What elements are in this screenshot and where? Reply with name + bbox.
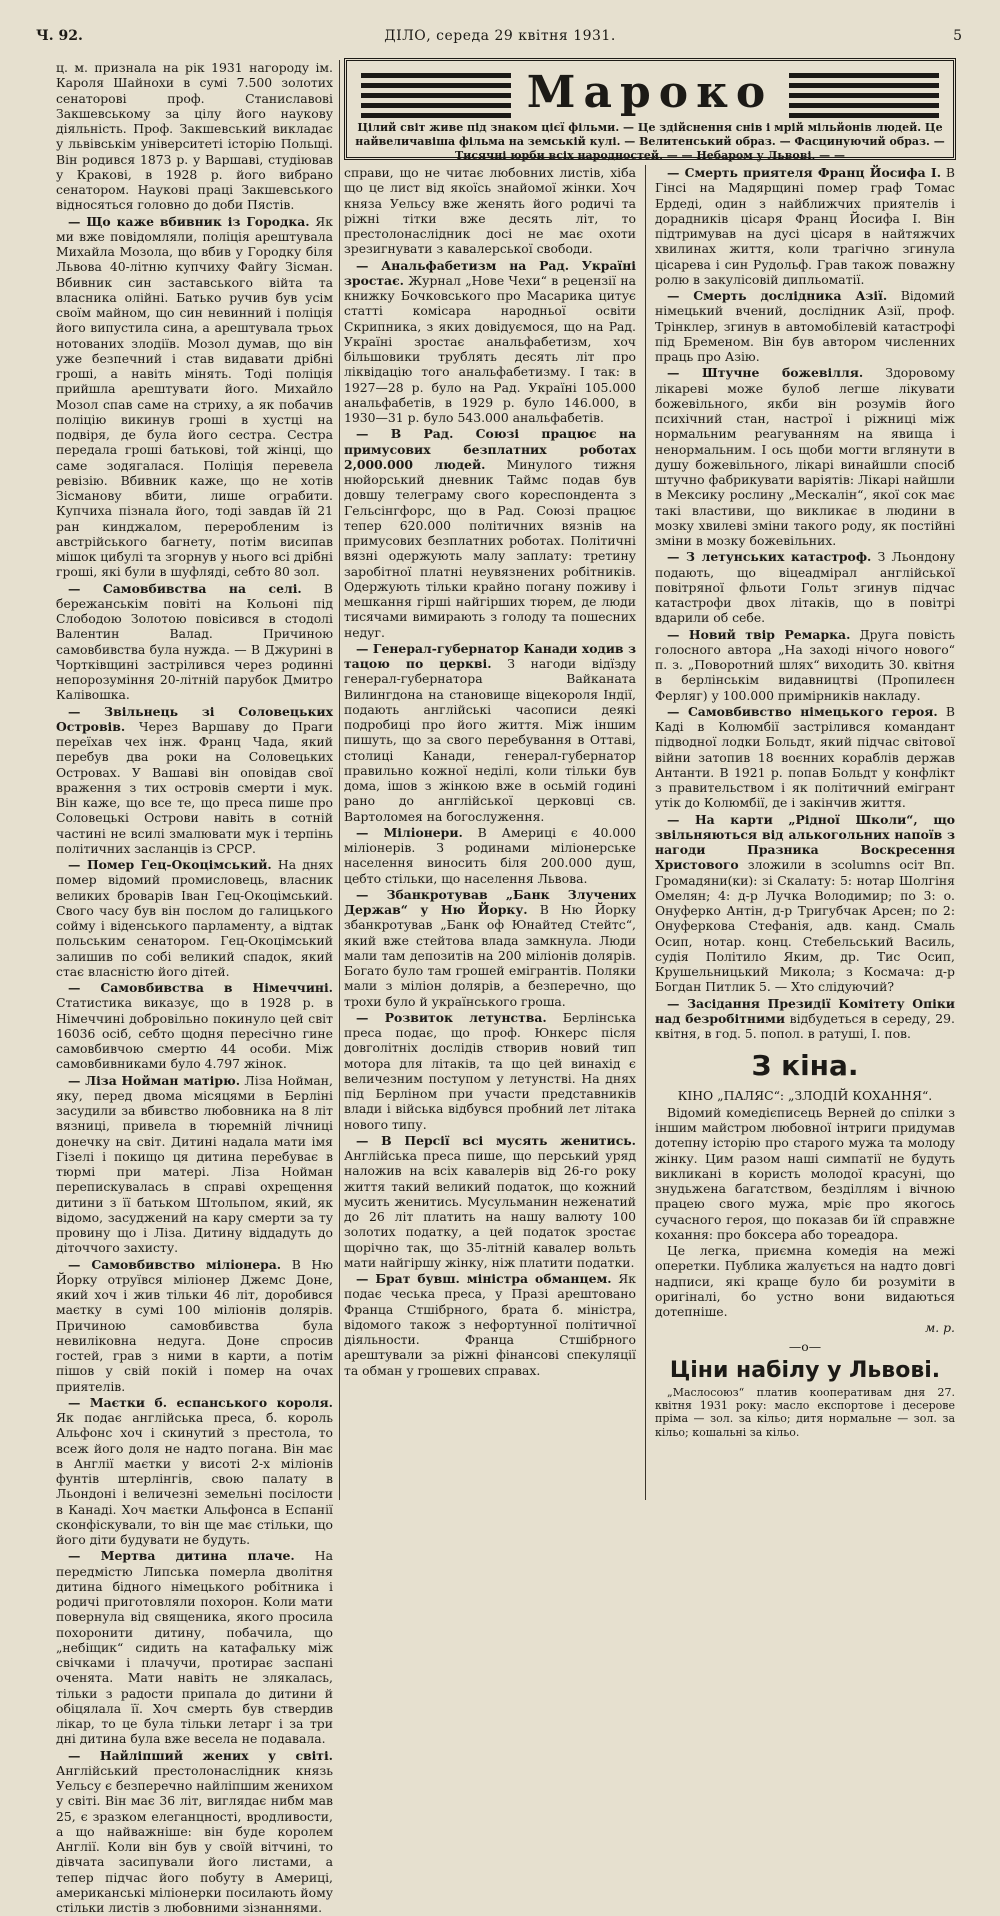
article bbox=[344, 887, 636, 1009]
article bbox=[655, 704, 955, 811]
article bbox=[56, 1257, 333, 1394]
article-heading: — Самовбивство німецького героя. bbox=[667, 703, 938, 719]
article-text: На передмістю Липська померла дволітня дитина бідного німецького робітника і родичі приготовляли похорон. Коли мати повернула від священика, якого просила похоронити дитину, побачила, що „небіщик“ сидить на катафальку між свічками і плачучи, протирає заспані оченята. Мати навіть не злякалась, тільки з радости припала до дитини й обіцялала її. Хоч смерть був ствердив лікар, то це була тільки летарг і за три дні дитина була вже весела не подавала. bbox=[56, 1548, 333, 1747]
article-heading: — Брат бувш. міністра обманцем. bbox=[356, 1271, 612, 1286]
article-text: Це легка, приємна комедія на межі оперетки. Публика жалується на надто довгі надписи, які краще було би розуміти в оригіналі, бо устно вони видаються дотепніше. bbox=[655, 1243, 955, 1320]
ad-text: Цілий світ живе під знаком цієї фільми. — Це здійснення снів і мрій мільйонів людей. Це найвеличавіша фільма на земській кулі. — Велитенський образ. — Фасцинуючий образ. — Тисячні юрби всіх народностей. — — Небаром у Львові. — — bbox=[355, 121, 945, 162]
article-text: Берлінська преса подає, що проф. Юнкерс після довголітніх дослідів створив новий тип мотора для літаків, та що цей винахід є величезним поступом у летунстві. На днях під Берліном при участи представників влади і війська відбувся пробний лет літака нового типу. bbox=[344, 1009, 636, 1132]
article-heading: — Розвиток летунства. bbox=[356, 1009, 547, 1025]
article-text: Здоровому лікареві може булоб легше лікувати божевільного, якби він розумів його психічний стан, настрої і ріжниці між нормальним реагуванням на явища і ненормальним. І ось щоби могти вглянути в душу божевільного, лікарі винайшли спосіб штучно фабрикувати варіятів: Лікарі найшли в Мексику рослину „Мескалін“, якої сок має такі властиви, що викликає в людини в мозку хвилеві зміни такого роду, як постійні зміни в мозку божевільних. bbox=[655, 365, 955, 548]
article-heading: — Самовбивство мілiонера. bbox=[68, 1256, 282, 1272]
article-text: В Ню Йорку отруївся міліонер Джемс Доне, який хоч і жив тільки 46 літ, доробився маєтку в сумі 100 міліонів долярів. Причиною самовбивства була невиліковна недуга. Доне спросив гостей, грав з ними в карти, а потім пішов у свій покій і помер на очах приятелів. bbox=[56, 1256, 333, 1394]
article bbox=[344, 641, 636, 824]
column-rule bbox=[339, 60, 340, 1500]
article-text: Англійський престолонаслідник князь Уельсу є безперечно найліпшим женихом у світі. Він має 36 літ, виглядає нибм мав 25, є зразком елеганцності, вродливости, а що найважніше: він буде королем Англії. Коли він був у своїй вітчині, то дівчата засипували його листами, а тепер підчас його побуту в Америці, американські міліонерки посилають йому стільки листів з любовними зізнаннями. bbox=[56, 1762, 333, 1915]
page-header bbox=[0, 28, 1000, 52]
article-text: Відомий німецький вчений, дослідник Азії, проф. Трінклер, згинув в автомобілевій катастрофі під Бременом. Він був автором численних праць про Азію. bbox=[655, 288, 955, 364]
article-text: В Ню Йорку збанкротував „Банк оф Юнайтед Стейтс“, який вже стейтова влада замкнула. Люди мали там депозитів на 200 міліонів долярів. Богато було там грошей емігрантів. Поляки мали з міліон долярів, а безперечно, що трохи було й українського гроша. bbox=[344, 902, 636, 1009]
article-text: Через Варшаву до Праги переїхав чех інж. Франц Чада, який перебув два роки на Соловецьких Островах. У Вашаві він оповідав свої враження з тих островів смерти і мук. Він каже, що все те, що преса пише про Соловецькі Острови навіть в сотній частині не всилі змалювати мук і терпінь політичних засланців із СРСР. bbox=[56, 718, 333, 856]
article bbox=[56, 980, 333, 1072]
article-heading: — Мілiонери. bbox=[356, 824, 463, 840]
article-heading: — Помер Гец-Окоцімський. bbox=[68, 857, 272, 872]
article-heading: — Збанкротував „Банк Злучених Держав“ у Ню Йорку. bbox=[344, 886, 636, 917]
article-text: На днях помер відомий промисловець, власник великих броварів Іван Гец-Окоцімський. Свого часу був він послом до галицького сойму і віденського парламенту, а відтак польським сенатором. Гец-Окоцімський залишив по собі великий спадок, який стає власністю його дітей. bbox=[56, 857, 333, 979]
article-text: З Льондону подають, що віцеадмірал англійської повітряної фльоти Гольт згинув підчас катастрофи двох літаків, що в повітрі вдарили об себе. bbox=[655, 549, 955, 626]
article-text: справи, що не читає любовних листів, хіба що це лист від якоїсь знайомої жінки. Хоч княза Уельсу вже женять його родичі та ріжні тітки вже десять літ, то престолонаслідник досі не має охоти зрезигнувати з кавалерської свободи. bbox=[344, 165, 636, 257]
section-separator: —о— bbox=[788, 1338, 822, 1354]
article bbox=[56, 214, 333, 580]
article bbox=[655, 812, 955, 995]
decorative-stripes bbox=[789, 73, 939, 121]
article-text: В Каді в Колюмбії застрілився командант підводної лодки Больдт, який підчас світової війни затопив 18 воєнних кораблів держав Антанти. В 1921 р. попав Больдт у конфлікт з правительством і як політичний емігрант утік до Колюмбії, де і закінчив життя. bbox=[655, 703, 955, 811]
column-rule bbox=[645, 165, 646, 1500]
ad-title: Мароко bbox=[526, 67, 774, 118]
article-heading: — З летунських катастроф. bbox=[667, 549, 872, 565]
article bbox=[344, 825, 636, 886]
article-heading: — Засідання Президії Комітету Опіки над безробітними bbox=[655, 995, 955, 1026]
article bbox=[344, 1010, 636, 1132]
column-2 bbox=[344, 165, 636, 1379]
article bbox=[56, 704, 333, 857]
issue-number: Ч. 92. bbox=[36, 28, 83, 44]
article-text: Журнал „Нове Чехи“ в рецензії на книжку Бочковського про Масарика цитує статті комісара народньої освіти Скрипника, з яких довідуємося, що на Рад. Україні зростає анальфабетизм, хоч більшовики трублять десять літ про ліквідацію того анальфабетизму. І так: в 1927—28 р. було на Рад. Україні 105.000 анальфабетів, в 1929 р. було 146.000, в 1930—31 р. було 543.000 анальфабетів. bbox=[344, 272, 636, 425]
article-text: Як подає чеська преса, у Празі арештовано Франца Стшібрного, брата б. міністра, відомого також з нефортунної політичної діяльности. Франца Стшібрного арештували за ріжні фінансові спекуляції та обман у грошевих справах. bbox=[344, 1271, 636, 1378]
article bbox=[344, 426, 636, 640]
article bbox=[655, 549, 955, 625]
article bbox=[344, 258, 636, 426]
page-number: 5 bbox=[953, 28, 962, 44]
article-heading: — Самовбивства в Німеччині. bbox=[68, 980, 333, 995]
article-text: Друга повість голосного автора „На заході нічого нового“ п. з. „Поворотний шлях“ виходить 30. квітня в берлінськім видавництві (Пропилеєн Ферляг) у 100.000 примірників накладу. bbox=[655, 626, 955, 703]
decorative-stripes bbox=[361, 73, 511, 121]
article-heading: — Що каже вбивник із Городка. bbox=[68, 213, 310, 229]
masthead: ДІЛО, середа 29 квітня 1931. bbox=[384, 28, 616, 44]
article bbox=[56, 1748, 333, 1916]
article-text: зложили в зcolumns осіт Вп. Громадяни(ки): зі Скалату: 5: нотар Шолгіня Омелян; 4: д-р Лучка Володимир; по 3: о. Онуферко Антін, д-р Тригубчак Арсен; по 2: Онуферкова Стефанія, адв. канд. Смаль Осип, нотар. конц. Стебельський Василь, судія Політило Яким, др. Тис Осип, Крушельницький Микола; з Космача: д-р Богдан Питлик 5. — Хто слідуючий? bbox=[655, 857, 955, 995]
article bbox=[344, 1133, 636, 1270]
article-text: В Америці є 40.000 мілiонерів. З родинами міліонерське населення виносить біля 200.000 душ, цебто стільки, що населення Львова. bbox=[344, 824, 636, 886]
article-heading: — Звільнець зі Соловецьких Островів. bbox=[56, 703, 333, 734]
article-heading: — Найліпший жених у світі. bbox=[68, 1747, 333, 1763]
article-text: Минулого тижня нюйорський дневник Таймс подав був довшу телеграму свого кореспондента з Гельсінгфорс, що в Рад. Союзі працює тепер 620.000 політичних вязнів на примусових безплатних роботах. Політичні вязні одержують малу заплату: третину заробітної платні неувязнених робітників. Одержують тільки крайно погану поживу і мешкання гірші найгірших тюрем, де люди тисячами вимирають з голоду та пошесних недуг. bbox=[344, 456, 636, 640]
cinema-subtitle: КІНО „ПАЛЯС“: „ЗЛОДІЙ КОХАННЯ“. bbox=[677, 1087, 933, 1103]
article-text: З нагоди відїзду генерал-губернатора Вайканата Вилингдона на становище віцекороля Індії, подають англійські часописи деякі подробиці про його життя. Між іншим пишуть, що за свого перебування в Оттаві, столиці Канади, генерал-губернатор правильно кожної неділі, коли тільки був дома, ішов з жінкою вже в осьмій годині рано до англійської церковці св. Вартоломея на богослуження. bbox=[344, 656, 636, 824]
article-text: Ліза Нойман, яку, перед двома місяцями в Берліні засудили за вбивство любовника на 8 літ вязниці, привела в тюремній лічниці донечку на світ. Дитині надала мати імя Гізелі і покищо ця дитина перебуває в тюрмі при матері. Ліза Нойман перепискувалась в справі охрещення дитини з її батьком Штольпом, який, як відомо, засуджений на кару смерти за ту провину що і Ліза. Дитину віддадуть до діточчого захисту. bbox=[56, 1072, 333, 1256]
article bbox=[56, 1395, 333, 1548]
article-text: Статистика виказує, що в 1928 р. в Німеччині добровільно покинуло цей світ 16036 осіб, себто щодня пересічно гине самовбивчою смертю 44 особи. Між самовбивниками було 4.797 жінок. bbox=[56, 995, 333, 1072]
article bbox=[655, 288, 955, 364]
article-text: „Маслосоюз“ платив кооперативам дня 27. квітня 1931 року: масло експортове і десерове пріма — зол. за кільо; дитя нормальне — зол. за кільо; кошальні за кільо. bbox=[655, 1385, 955, 1439]
article bbox=[655, 627, 955, 703]
article bbox=[56, 1073, 333, 1256]
article-heading: — Самовбивства на селі. bbox=[68, 580, 302, 596]
author-signature: м. р. bbox=[924, 1320, 955, 1336]
article-heading: — В Персії всі мусять женитись. bbox=[356, 1132, 636, 1148]
column-1 bbox=[56, 60, 333, 1916]
article-heading: — Смерть приятеля Франц Йосифа I. bbox=[667, 165, 942, 180]
article-heading: — Смерть дослідника Азії. bbox=[667, 288, 888, 303]
article-text: Як подає англійська преса, б. король Альфонс хоч і скинутий з престола, то всеж його доля не надто погана. Він має в Англії маєтки у висоті 2-х міліонів фунтів штерлінгів, свою палату в Льондоні і величезні земельні посілости в Канаді. Хоч маєтки Альфонса в Еспанії сконфіскували, то він ще має стільки, що його діти будувати не будуть. bbox=[56, 1410, 333, 1547]
article-heading: — Генерал-губернатор Канади ходив з тацою по церкві. bbox=[344, 640, 636, 671]
film-advertisement bbox=[344, 58, 956, 160]
article-heading: — Штучне божевілля. bbox=[667, 365, 864, 381]
cinema-section-title: З кіна. bbox=[751, 1049, 859, 1083]
article-heading: — Анальфабетизм на Рад. Україні зростає. bbox=[344, 257, 636, 288]
article-heading: — На карти „Рідної Школи“, що звільняються від алькогольних напоїв з нагоди Празника Воскресення Христового bbox=[655, 811, 955, 873]
column-3 bbox=[655, 165, 955, 1440]
article-heading: — В Рад. Союзі працює на примусових безплатних роботах 2,000.000 людей. bbox=[344, 426, 636, 472]
article-text: Англійська преса пише, що перський уряд наложив на всіх кавалерів від 26-го року життя такий великий податок, що кожний мусить женитись. Мусульманин неженатий до 26 літ платить на нашу валюту 100 золотих податку, а цей податок зростає щорічно так, що 35-літній кавалер вольть мати найгіршу жінку, ніж платити податки. bbox=[344, 1148, 636, 1270]
article-text: В бережанськім повіті на Кольоні під Слободою Золотою повісився в стодолі Валентин Валад. Причиною самовбивства була нужда. — В Джурині в Чортківщині застрілився через родинні непорозуміння 20-літній парубок Дмитро Калівошка. bbox=[56, 580, 333, 703]
article bbox=[56, 857, 333, 979]
prices-section-title: Ціни набілу у Львові. bbox=[669, 1357, 941, 1383]
article bbox=[344, 1271, 636, 1378]
article-heading: — Мертва дитина плаче. bbox=[68, 1548, 295, 1564]
article-text: ц. м. признала на рік 1931 нагороду ім. Кароля Шайнохи в сумі 7.500 золотих сенаторові проф. Станиславові Закшевському за цілу його наукову діяльність. Проф. Закшевський викладає у львівськім університеті історію Польщі. Він родився 1873 р. у Варшаві, студіював у Кракові, в 1928 р. його вибрано сенатором. Наукові праці Закшевського відносяться головно до доби Пястів. bbox=[56, 60, 333, 213]
article-text: В Гінсі на Мадярщині помер граф Томас Ердеді, один з найближчих приятелів і дорадників цісаря Франц Йосифа I. Він підтримував на дусі цісаря в найтяжчих хвилинах життя, коли трагічно згинула цісарева і син Рудольф. Грав також поважну ролю в закулісовій дипльоматії. bbox=[655, 165, 955, 287]
article-text: Відомий комедієписець Верней до спілки з іншим майстром любовної інтриги придумав дотепну історію про старого мужа та молоду жінку. Цим разом наші симпатії не будуть викликані в користь молодої красуні, що знудьжена багатством, безділлям і вічною працею свого мужа, мріє про якогось сучасного героя, що показав би їй справжне кохання: про боксера або тореадора. bbox=[655, 1104, 955, 1242]
article bbox=[655, 996, 955, 1042]
article bbox=[655, 165, 955, 287]
article-text: відбудеться в середу, 29. квітня, в год. 5. попол. в ратуші, І. пов. bbox=[655, 1010, 956, 1041]
article bbox=[56, 1548, 333, 1746]
article bbox=[655, 365, 955, 548]
article-heading: — Новий твір Ремарка. bbox=[667, 626, 851, 642]
article bbox=[56, 581, 333, 703]
article-heading: — Маєтки б. еспанського короля. bbox=[68, 1394, 333, 1410]
article-heading: — Ліза Нойман матірю. bbox=[68, 1072, 241, 1088]
article-text: Як ми вже повідомляли, поліція арештувала Михайла Мозола, що вбив у Городку біля Львова 40-літню купчиху Файгу Зісман. Вбивник син заставського війта та власника олійні. Батько ручив був усім своїм майном, що син невинний і поліція його випустила сина, а арештувала трьох нотованих злодіїв. Мозол думав, що він уже безпечний і став видавати дрібні гроші, а навіть мінять. Тоді поліція прийшла арештувати його. Михайло Мозол спав саме на стриху, а як побачив поліцію викинув гроші в хустці на подвіря, де була його сестра. Сестра передала гроші батькові, той жінці, що саме зодягалася. Поліція перевела ревізію. Вбивник каже, що не хотів Зісманову вбити, лише ограбити. Купчиха пізнала його, тоді завдав їй 21 ран кинджалом, переробленим із австрійського багнету, потім висипав мішок цибулі та згорнув у нього всі дрібні гроші, які були в шуфляді, себто 80 зол. bbox=[56, 213, 333, 580]
